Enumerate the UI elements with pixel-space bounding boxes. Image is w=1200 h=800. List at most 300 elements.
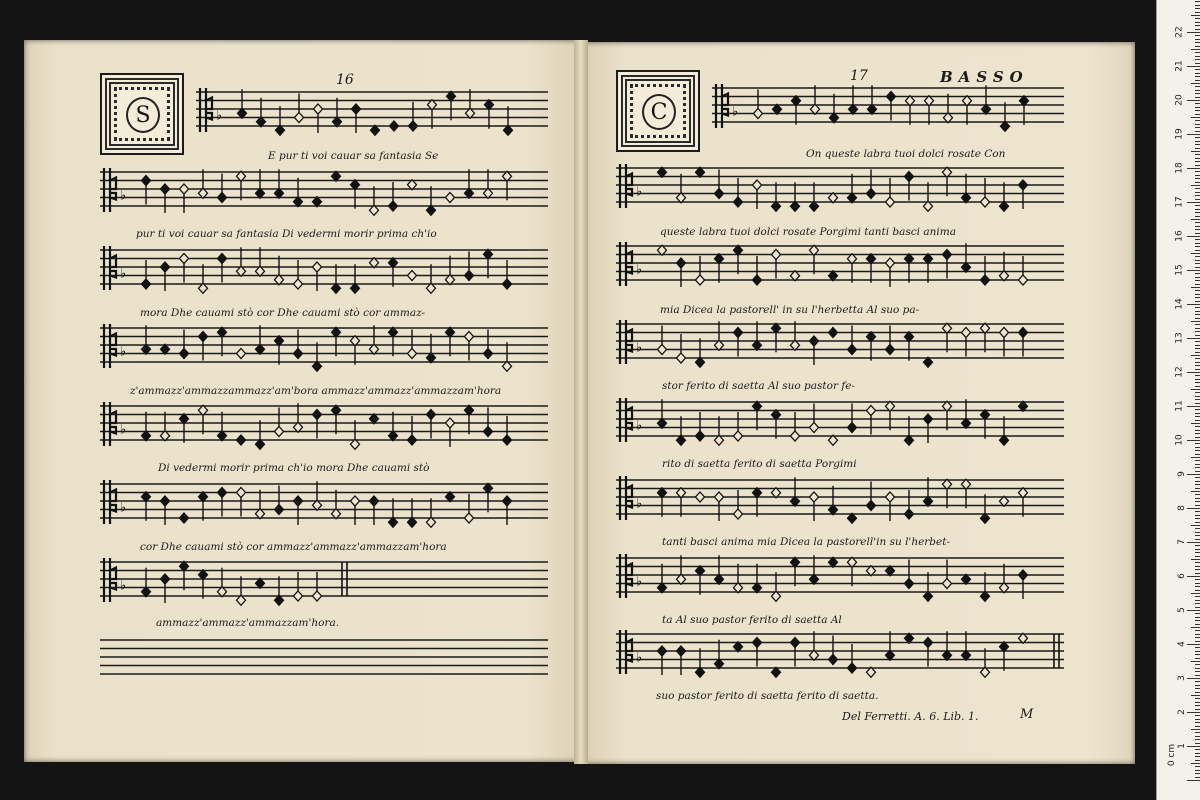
part-name-header: BASSO bbox=[940, 68, 1029, 86]
ruler-tick bbox=[1195, 192, 1200, 193]
note-icon bbox=[924, 182, 933, 211]
ruler-tick bbox=[1195, 86, 1200, 87]
note-icon bbox=[142, 412, 151, 441]
ruler-tick bbox=[1191, 117, 1200, 118]
ruler-number: 19 bbox=[1174, 128, 1185, 140]
note-icon bbox=[408, 180, 417, 190]
ruler-tick bbox=[1195, 46, 1200, 47]
ruler-tick bbox=[1195, 290, 1200, 291]
note-icon bbox=[427, 186, 436, 215]
ruler-number: 10 bbox=[1174, 434, 1185, 446]
flat-sign-icon: ♭ bbox=[636, 418, 643, 434]
note-icon bbox=[943, 560, 952, 589]
note-icon bbox=[925, 96, 934, 125]
ruler-tick bbox=[1195, 12, 1200, 13]
ruler-tick bbox=[1195, 175, 1200, 176]
ruler-tick bbox=[1195, 63, 1200, 64]
ruler-tick bbox=[1195, 392, 1200, 393]
note-icon bbox=[715, 321, 724, 350]
staff-14 bbox=[616, 384, 1064, 458]
note-icon bbox=[294, 330, 303, 359]
note-icon bbox=[905, 560, 914, 589]
ruler-tick bbox=[1195, 341, 1200, 342]
ruler-tick bbox=[1195, 539, 1200, 540]
ruler-tick bbox=[1195, 199, 1200, 200]
note-icon bbox=[868, 85, 877, 114]
note-icon bbox=[180, 330, 189, 359]
staff-10 bbox=[712, 70, 1064, 144]
ruler-tick bbox=[1191, 525, 1200, 526]
note-icon bbox=[199, 264, 208, 293]
note-icon bbox=[218, 568, 227, 597]
ruler-tick bbox=[1191, 763, 1200, 764]
ruler-tick bbox=[1195, 90, 1200, 91]
ruler-tick bbox=[1195, 501, 1200, 502]
ruler-tick bbox=[1195, 80, 1200, 81]
note-icon bbox=[446, 256, 455, 285]
ruler-tick bbox=[1195, 481, 1200, 482]
ruler-tick bbox=[1195, 229, 1200, 230]
note-icon bbox=[715, 555, 724, 584]
ruler-tick bbox=[1195, 365, 1200, 366]
ruler-tick bbox=[1195, 124, 1200, 125]
ruler-tick bbox=[1195, 583, 1200, 584]
ruler-number: 5 bbox=[1177, 607, 1188, 613]
note-icon bbox=[256, 169, 265, 198]
note-icon bbox=[905, 416, 914, 445]
ruler-tick bbox=[1195, 335, 1200, 336]
ruler-tick bbox=[1195, 647, 1200, 648]
note-icon bbox=[313, 262, 322, 291]
ruler-tick bbox=[1195, 620, 1200, 621]
ruler-tick bbox=[1187, 168, 1200, 169]
note-icon bbox=[218, 254, 227, 283]
note-icon bbox=[829, 486, 838, 515]
ruler-tick bbox=[1195, 273, 1200, 274]
note-icon bbox=[1019, 488, 1028, 517]
ruler-tick bbox=[1195, 97, 1200, 98]
ruler-number: 13 bbox=[1174, 332, 1185, 344]
ruler-tick bbox=[1187, 270, 1200, 271]
ruler-tick bbox=[1195, 552, 1200, 553]
ruler-tick bbox=[1195, 749, 1200, 750]
ruler-tick bbox=[1195, 545, 1200, 546]
note-icon bbox=[351, 496, 360, 525]
ruler-tick bbox=[1195, 471, 1200, 472]
note-icon bbox=[905, 332, 914, 361]
note-icon bbox=[677, 416, 686, 445]
note-icon bbox=[943, 250, 952, 279]
ruler-number: 2 bbox=[1177, 709, 1188, 715]
ruler-tick bbox=[1187, 746, 1200, 747]
note-icon bbox=[256, 325, 265, 354]
note-icon bbox=[256, 578, 265, 588]
note-icon bbox=[792, 96, 801, 125]
ruler-tick bbox=[1187, 576, 1200, 577]
note-icon bbox=[218, 174, 227, 203]
ruler-tick bbox=[1195, 161, 1200, 162]
note-icon bbox=[503, 260, 512, 289]
flat-sign-icon: ♭ bbox=[636, 574, 643, 590]
right-lyric-line-1: On queste labra tuoi dolci rosate Con bbox=[806, 148, 1006, 160]
note-icon bbox=[715, 492, 724, 521]
note-icon bbox=[161, 184, 170, 213]
note-icon bbox=[503, 416, 512, 445]
ruler-tick bbox=[1191, 287, 1200, 288]
page-footer-attribution: Del Ferretti. A. 6. Lib. 1. bbox=[842, 710, 979, 723]
ruler-tick bbox=[1195, 22, 1200, 23]
staff-9 bbox=[100, 622, 548, 696]
ruler-tick bbox=[1195, 484, 1200, 485]
ruler-tick bbox=[1191, 423, 1200, 424]
note-icon bbox=[810, 336, 819, 365]
note-icon bbox=[275, 169, 284, 198]
note-icon bbox=[256, 420, 265, 449]
right-page-number: 17 bbox=[850, 68, 868, 84]
ruler-tick bbox=[1195, 25, 1200, 26]
ruler-tick bbox=[1187, 474, 1200, 475]
note-icon bbox=[734, 564, 743, 593]
note-icon bbox=[962, 174, 971, 203]
note-icon bbox=[658, 399, 667, 428]
ruler-tick bbox=[1195, 386, 1200, 387]
staff-3 bbox=[100, 232, 548, 306]
note-icon bbox=[981, 494, 990, 523]
note-icon bbox=[849, 85, 858, 114]
ruler-tick bbox=[1195, 318, 1200, 319]
ruler-tick bbox=[1195, 698, 1200, 699]
ruler-tick bbox=[1195, 760, 1200, 761]
note-icon bbox=[791, 182, 800, 211]
ruler-tick bbox=[1195, 358, 1200, 359]
note-icon bbox=[294, 403, 303, 432]
ruler-tick bbox=[1195, 284, 1200, 285]
note-icon bbox=[734, 245, 743, 274]
ruler-tick bbox=[1195, 144, 1200, 145]
note-icon bbox=[370, 496, 379, 525]
note-icon bbox=[848, 404, 857, 433]
note-icon bbox=[408, 330, 417, 359]
note-icon bbox=[696, 566, 705, 595]
note-icon bbox=[905, 633, 914, 643]
note-icon bbox=[924, 638, 933, 667]
ruler-tick bbox=[1195, 573, 1200, 574]
note-icon bbox=[962, 243, 971, 272]
note-icon bbox=[924, 357, 933, 367]
ruler-tick bbox=[1195, 437, 1200, 438]
ruler-tick bbox=[1195, 562, 1200, 563]
ruler-tick bbox=[1195, 450, 1200, 451]
ruler-tick bbox=[1195, 131, 1200, 132]
ruler-tick bbox=[1195, 566, 1200, 567]
right-lyric-line-6: tanti basci anima mia Dicea la pastorell'in su l'herbet- bbox=[662, 536, 951, 548]
ruler-tick bbox=[1195, 103, 1200, 104]
note-icon bbox=[218, 412, 227, 441]
note-icon bbox=[1020, 96, 1029, 125]
book-gutter bbox=[574, 40, 588, 764]
staff-6 bbox=[100, 466, 548, 540]
ruler-tick bbox=[1195, 107, 1200, 108]
ruler-tick bbox=[1195, 532, 1200, 533]
ruler-tick bbox=[1195, 35, 1200, 36]
ruler-number: 8 bbox=[1177, 505, 1188, 511]
note-icon bbox=[810, 404, 819, 433]
note-icon bbox=[886, 326, 895, 355]
ruler-tick bbox=[1195, 579, 1200, 580]
note-icon bbox=[1019, 180, 1028, 209]
note-icon bbox=[753, 488, 762, 517]
ruler-tick bbox=[1191, 627, 1200, 628]
note-icon bbox=[161, 412, 170, 441]
ruler-tick bbox=[1195, 528, 1200, 529]
note-icon bbox=[734, 412, 743, 441]
ruler-tick bbox=[1195, 165, 1200, 166]
ruler-tick bbox=[1195, 430, 1200, 431]
ruler-number: 21 bbox=[1174, 60, 1185, 72]
note-icon bbox=[1000, 564, 1009, 593]
note-icon bbox=[734, 490, 743, 519]
staff-7 bbox=[100, 544, 352, 618]
note-icon bbox=[715, 416, 724, 445]
ruler-tick bbox=[1195, 709, 1200, 710]
note-icon bbox=[734, 178, 743, 207]
note-icon bbox=[351, 180, 360, 209]
ruler-tick bbox=[1195, 494, 1200, 495]
ruler-tick bbox=[1195, 120, 1200, 121]
ruler-tick bbox=[1195, 705, 1200, 706]
note-icon bbox=[1019, 401, 1028, 411]
note-icon bbox=[982, 85, 991, 114]
note-icon bbox=[886, 492, 895, 521]
note-icon bbox=[772, 488, 781, 498]
note-icon bbox=[772, 323, 781, 352]
note-icon bbox=[677, 334, 686, 363]
note-icon bbox=[428, 100, 437, 129]
right-lyric-line-5: rito di saetta ferito di saetta Porgimi bbox=[662, 458, 857, 470]
note-icon bbox=[848, 644, 857, 673]
ruler-tick bbox=[1195, 56, 1200, 57]
ruler-tick bbox=[1195, 668, 1200, 669]
note-icon bbox=[142, 325, 151, 354]
ruler-tick bbox=[1195, 18, 1200, 19]
note-icon bbox=[389, 498, 398, 527]
flat-sign-icon: ♭ bbox=[120, 344, 127, 360]
flat-sign-icon: ♭ bbox=[636, 340, 643, 356]
note-icon bbox=[886, 258, 895, 287]
ruler-tick bbox=[1191, 15, 1200, 16]
note-icon bbox=[352, 104, 361, 133]
note-icon bbox=[905, 172, 914, 201]
note-icon bbox=[180, 561, 189, 590]
staff-1 bbox=[196, 74, 548, 148]
ruler-tick bbox=[1195, 654, 1200, 655]
note-icon bbox=[658, 646, 667, 675]
ruler-tick bbox=[1195, 93, 1200, 94]
ruler-tick bbox=[1191, 559, 1200, 560]
ruler-tick bbox=[1195, 114, 1200, 115]
note-icon bbox=[981, 323, 990, 352]
note-icon bbox=[237, 488, 246, 517]
note-icon bbox=[1019, 328, 1028, 357]
ruler-tick bbox=[1195, 603, 1200, 604]
ruler-tick bbox=[1195, 433, 1200, 434]
staff-17 bbox=[616, 616, 1064, 690]
ruler-tick bbox=[1195, 569, 1200, 570]
note-icon bbox=[867, 406, 876, 435]
ruler-tick bbox=[1195, 688, 1200, 689]
note-icon bbox=[848, 557, 857, 586]
ruler-tick bbox=[1195, 634, 1200, 635]
note-icon bbox=[677, 174, 686, 203]
ruler-tick bbox=[1187, 304, 1200, 305]
ruler-tick bbox=[1195, 443, 1200, 444]
ruler-tick bbox=[1195, 348, 1200, 349]
ruler-tick bbox=[1195, 246, 1200, 247]
note-icon bbox=[199, 492, 208, 521]
note-icon bbox=[829, 328, 838, 338]
note-icon bbox=[811, 85, 820, 114]
note-icon bbox=[180, 513, 189, 523]
note-icon bbox=[199, 169, 208, 198]
note-icon bbox=[294, 178, 303, 207]
note-icon bbox=[905, 490, 914, 519]
ruler-tick bbox=[1191, 151, 1200, 152]
note-icon bbox=[466, 89, 475, 118]
note-icon bbox=[446, 327, 455, 356]
flat-sign-icon: ♭ bbox=[636, 496, 643, 512]
note-icon bbox=[484, 330, 493, 359]
note-icon bbox=[810, 245, 819, 274]
ruler-tick bbox=[1191, 491, 1200, 492]
ruler-tick bbox=[1195, 535, 1200, 536]
note-icon bbox=[484, 483, 493, 512]
note-icon bbox=[924, 254, 933, 283]
note-icon bbox=[427, 334, 436, 363]
ruler-tick bbox=[1195, 29, 1200, 30]
note-icon bbox=[810, 631, 819, 660]
staff-13 bbox=[616, 306, 1064, 380]
ruler-tick bbox=[1195, 171, 1200, 172]
left-initial-letter: S bbox=[126, 97, 160, 133]
note-icon bbox=[275, 576, 284, 605]
note-icon bbox=[905, 254, 914, 283]
ruler-tick bbox=[1195, 685, 1200, 686]
note-icon bbox=[503, 171, 512, 200]
ruler-tick bbox=[1195, 464, 1200, 465]
note-icon bbox=[218, 327, 227, 356]
flat-sign-icon: ♭ bbox=[732, 104, 739, 120]
note-icon bbox=[696, 338, 705, 367]
staff-2 bbox=[100, 154, 548, 228]
flat-sign-icon: ♭ bbox=[120, 578, 127, 594]
note-icon bbox=[791, 477, 800, 506]
note-icon bbox=[351, 420, 360, 449]
staff-12 bbox=[616, 228, 1064, 302]
left-lyric-line-4: z'ammazz'ammazzammazz'am'bora ammazz'ammazz'ammazzam'hora bbox=[130, 385, 502, 397]
ruler-tick bbox=[1195, 719, 1200, 720]
note-icon bbox=[1000, 416, 1009, 445]
note-icon bbox=[772, 250, 781, 279]
note-icon bbox=[351, 264, 360, 293]
note-icon bbox=[371, 125, 380, 135]
ruler-tick bbox=[1195, 42, 1200, 43]
note-icon bbox=[791, 638, 800, 667]
note-icon bbox=[218, 488, 227, 517]
note-icon bbox=[142, 176, 151, 205]
ruler-tick bbox=[1195, 324, 1200, 325]
staff-11 bbox=[616, 150, 1064, 224]
ruler-tick bbox=[1195, 260, 1200, 261]
ruler-number: 4 bbox=[1177, 641, 1188, 647]
ruler-tick bbox=[1195, 556, 1200, 557]
note-icon bbox=[962, 479, 971, 508]
note-icon bbox=[408, 498, 417, 527]
note-icon bbox=[887, 92, 896, 121]
staff-4 bbox=[100, 310, 548, 384]
ruler-tick bbox=[1195, 732, 1200, 733]
ruler-tick bbox=[1195, 722, 1200, 723]
ruler-tick bbox=[1195, 637, 1200, 638]
ruler-number: 9 bbox=[1177, 471, 1188, 477]
left-lyric-line-6: cor Dhe cauami stò cor ammazz'ammazz'ammazzam'hora bbox=[140, 541, 447, 553]
ruler-tick bbox=[1195, 226, 1200, 227]
note-icon bbox=[924, 414, 933, 443]
note-icon bbox=[962, 328, 971, 357]
ruler-tick bbox=[1195, 630, 1200, 631]
ruler-tick bbox=[1195, 766, 1200, 767]
note-icon bbox=[886, 566, 895, 576]
ruler-tick bbox=[1191, 355, 1200, 356]
ruler-tick bbox=[1187, 610, 1200, 611]
ruler-tick bbox=[1195, 182, 1200, 183]
note-icon bbox=[829, 193, 838, 203]
ruler-tick bbox=[1191, 729, 1200, 730]
right-lyric-line-7: ta Al suo pastor ferito di saetta Al bbox=[662, 614, 842, 626]
ruler-tick bbox=[1195, 664, 1200, 665]
ruler-tick bbox=[1187, 134, 1200, 135]
ruler-tick bbox=[1191, 185, 1200, 186]
note-icon bbox=[199, 405, 208, 434]
note-icon bbox=[142, 568, 151, 597]
ruler-tick bbox=[1195, 250, 1200, 251]
note-icon bbox=[943, 631, 952, 660]
ruler-tick bbox=[1195, 488, 1200, 489]
note-icon bbox=[677, 488, 686, 517]
note-icon bbox=[294, 496, 303, 525]
ruler-tick bbox=[1195, 770, 1200, 771]
note-icon bbox=[485, 100, 494, 129]
note-icon bbox=[504, 106, 513, 135]
ruler-tick bbox=[1191, 457, 1200, 458]
left-initial-ornament bbox=[100, 73, 184, 155]
note-icon bbox=[753, 401, 762, 430]
ruler-number: 18 bbox=[1174, 162, 1185, 174]
note-icon bbox=[275, 336, 284, 365]
note-icon bbox=[275, 256, 284, 285]
ruler-tick bbox=[1195, 263, 1200, 264]
ruler-tick bbox=[1195, 777, 1200, 778]
ruler-tick bbox=[1195, 137, 1200, 138]
note-icon bbox=[313, 197, 322, 207]
note-icon bbox=[981, 648, 990, 677]
note-icon bbox=[658, 564, 667, 593]
ruler-number: 12 bbox=[1174, 366, 1185, 378]
ruler-tick bbox=[1195, 756, 1200, 757]
note-icon bbox=[465, 169, 474, 198]
note-icon bbox=[390, 121, 399, 131]
ruler-tick bbox=[1195, 498, 1200, 499]
note-icon bbox=[658, 488, 667, 517]
